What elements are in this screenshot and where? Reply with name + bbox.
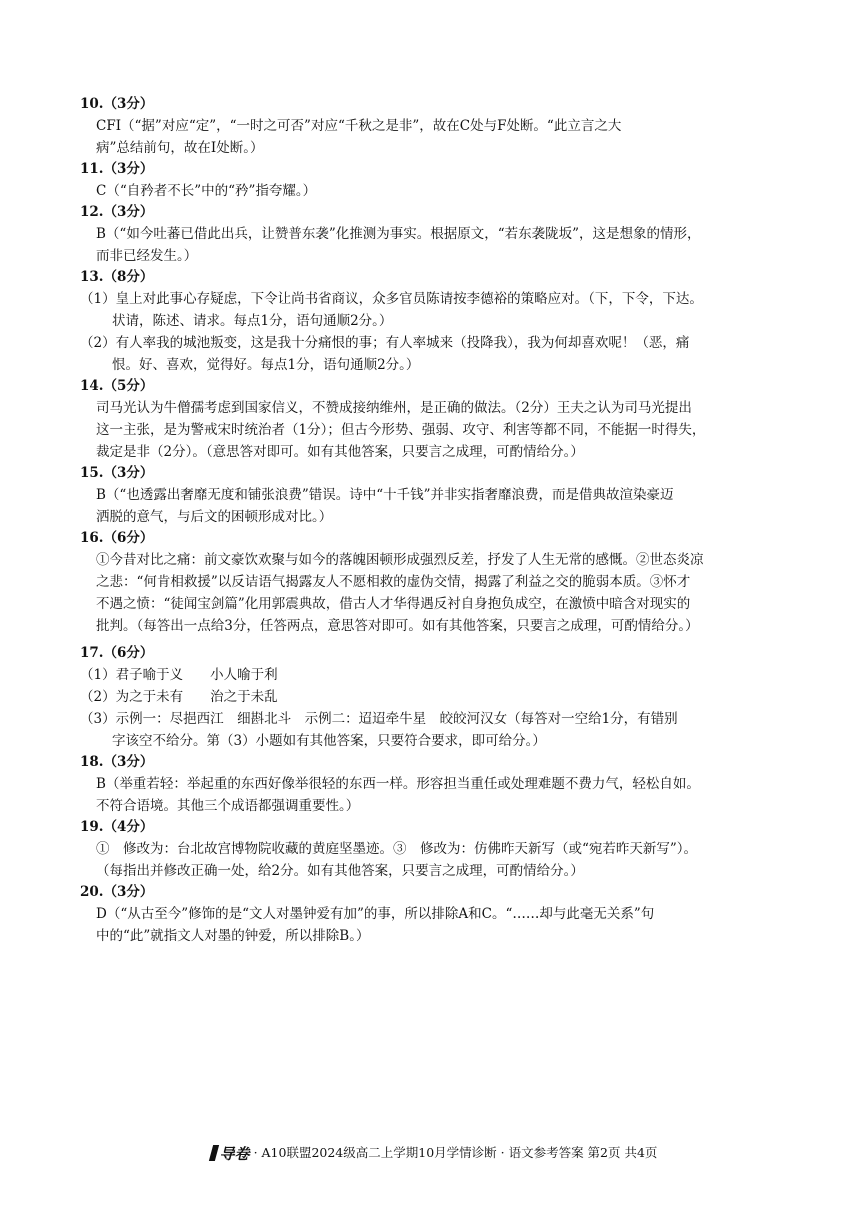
answer-line: 裁定是非（2分）。（意思答对即可。如有其他答案，只要言之成理，可酌情给分。） [96,444,584,460]
question-block [80,159,786,202]
answer-line: D（“从古至今”修饰的是“文人对墨钟爱有加”的事，所以排除A和C。“……却与此毫无关系”句 [96,906,655,922]
sub-answer-continuation: 恨。好、喜欢，觉得好。每点1分，语句通顺2分。） [112,357,420,373]
question-number: 10.（3分） [80,96,154,112]
sub-answer-line: （1）君子喻于义 小人喻于利 [80,667,278,683]
answer-line: ① 修改为：台北故宫博物院收藏的黄庭坚墨迹。③ 修改为：仿佛昨天新写（或“宛若昨天新写”）。 [96,841,698,857]
answer-line: B（“也透露出奢靡无度和铺张浪费”错误。诗中“十千钱”并非实指奢靡浪费，而是借典故渲染豪迈 [96,487,674,503]
answer-line: 不符合语境。其他三个成语都强调重要性。） [96,798,360,814]
question-block [80,817,786,882]
answer-line: 而非已经发生。） [96,248,198,264]
question-block [80,528,786,637]
publisher-logo [211,1144,250,1164]
question-number: 12.（3分） [80,204,154,220]
sub-answer-continuation: 状请，陈述、请求。每点1分，语句通顺2分。） [112,313,393,329]
question-block [80,94,786,159]
answer-line: 这一主张，是为警戒宋时统治者（1分）；但古今形势、强弱、攻守、利害等都不同，不能据一时得失， [96,422,706,438]
question-block [80,882,786,947]
question-number: 16.（6分） [80,530,154,546]
question-number: 19.（4分） [80,819,154,835]
question-block [80,463,786,528]
answer-line: 之悲：“何肯相救援”以反诘语气揭露友人不愿相救的虚伪交情，揭露了利益之交的脆弱本质。③怀才 [96,574,691,590]
question-number: 17.（6分） [80,645,154,661]
answer-line: B（“如今吐蕃已借此出兵，让赞普东袭”化推测为事实。根据原文，“若东袭陇坂”，这是想象的情形， [96,226,701,242]
answer-line: 不遇之愤：“徒闻宝剑篇”化用郭震典故，借古人才华得遇反衬自身抱负成空，在激愤中暗含对现实的 [96,596,691,612]
question-block [80,267,786,376]
logo-mark-icon [208,1145,218,1161]
sub-answer-line: （3）示例一：尽挹西江 细斟北斗 示例二：迢迢牵牛星 皎皎河汉女（每答对一空给1分，有错别 [80,711,678,727]
question-number: 13.（8分） [80,269,154,285]
answer-line: C（“自矜者不长”中的“矜”指夸耀。） [96,183,317,199]
answer-line: 司马光认为牛僧孺考虑到国家信义，不赞成接纳维州，是正确的做法。（2分）王夫之认为司马光提出 [96,400,692,416]
logo-text: 导卷 [219,1144,250,1163]
question-block [80,202,786,267]
question-number: 14.（5分） [80,378,154,394]
answer-line: 洒脱的意气，与后文的困顿形成对比。） [96,509,333,525]
question-number: 11.（3分） [80,161,154,177]
question-number: 20.（3分） [80,884,154,900]
answer-line: CFI（“据”对应“定”，“一时之可否”对应“千秋之是非”，故在C处与F处断。“此立言之大 [96,118,622,134]
sub-answer-line: （2）有人率我的城池叛变，这是我十分痛恨的事；有人率城来（投降我），我为何却喜欢呢！（恶，痛 [80,335,690,351]
question-number: 15.（3分） [80,465,154,481]
answer-line: B（举重若轻：举起重的东西好像举很轻的东西一样。形容担当重任或处理难题不费力气，轻松自如。 [96,776,700,792]
page-footer [0,1143,868,1164]
sub-answer-line: （1）皇上对此事心存疑虑，下令让尚书省商议，众多官员陈请按李德裕的策略应对。（下，下令，下达。 [80,291,703,307]
answer-line: （每指出并修改正确一处，给2分。如有其他答案，只要言之成理，可酌情给分。） [96,863,584,879]
answer-line: 批判。（每答出一点给3分，任答两点，意思答对即可。如有其他答案，只要言之成理，可酌情给分。） [96,618,699,634]
sub-answer-continuation: 字该空不给分。第（3）小题如有其他答案，只要符合要求，即可给分。） [112,733,546,749]
sub-answer-line: （2）为之于未有 治之于未乱 [80,689,278,705]
question-block [80,752,786,817]
question-block [80,643,786,752]
answer-content [80,94,786,947]
footer-text: · A10联盟2024级高二上学期10月学情诊断 · 语文参考答案 第2页 共4页 [253,1145,658,1160]
answer-line: 病”总结前句，故在I处断。） [96,140,264,156]
question-number: 18.（3分） [80,754,154,770]
answer-line: ①今昔对比之痛：前文豪饮欢聚与如今的落魄困顿形成强烈反差，抒发了人生无常的感慨。②世态炎凉 [96,552,704,568]
question-block [80,376,786,463]
answer-line: 中的“此”就指文人对墨的钟爱，所以排除B。） [96,928,370,944]
